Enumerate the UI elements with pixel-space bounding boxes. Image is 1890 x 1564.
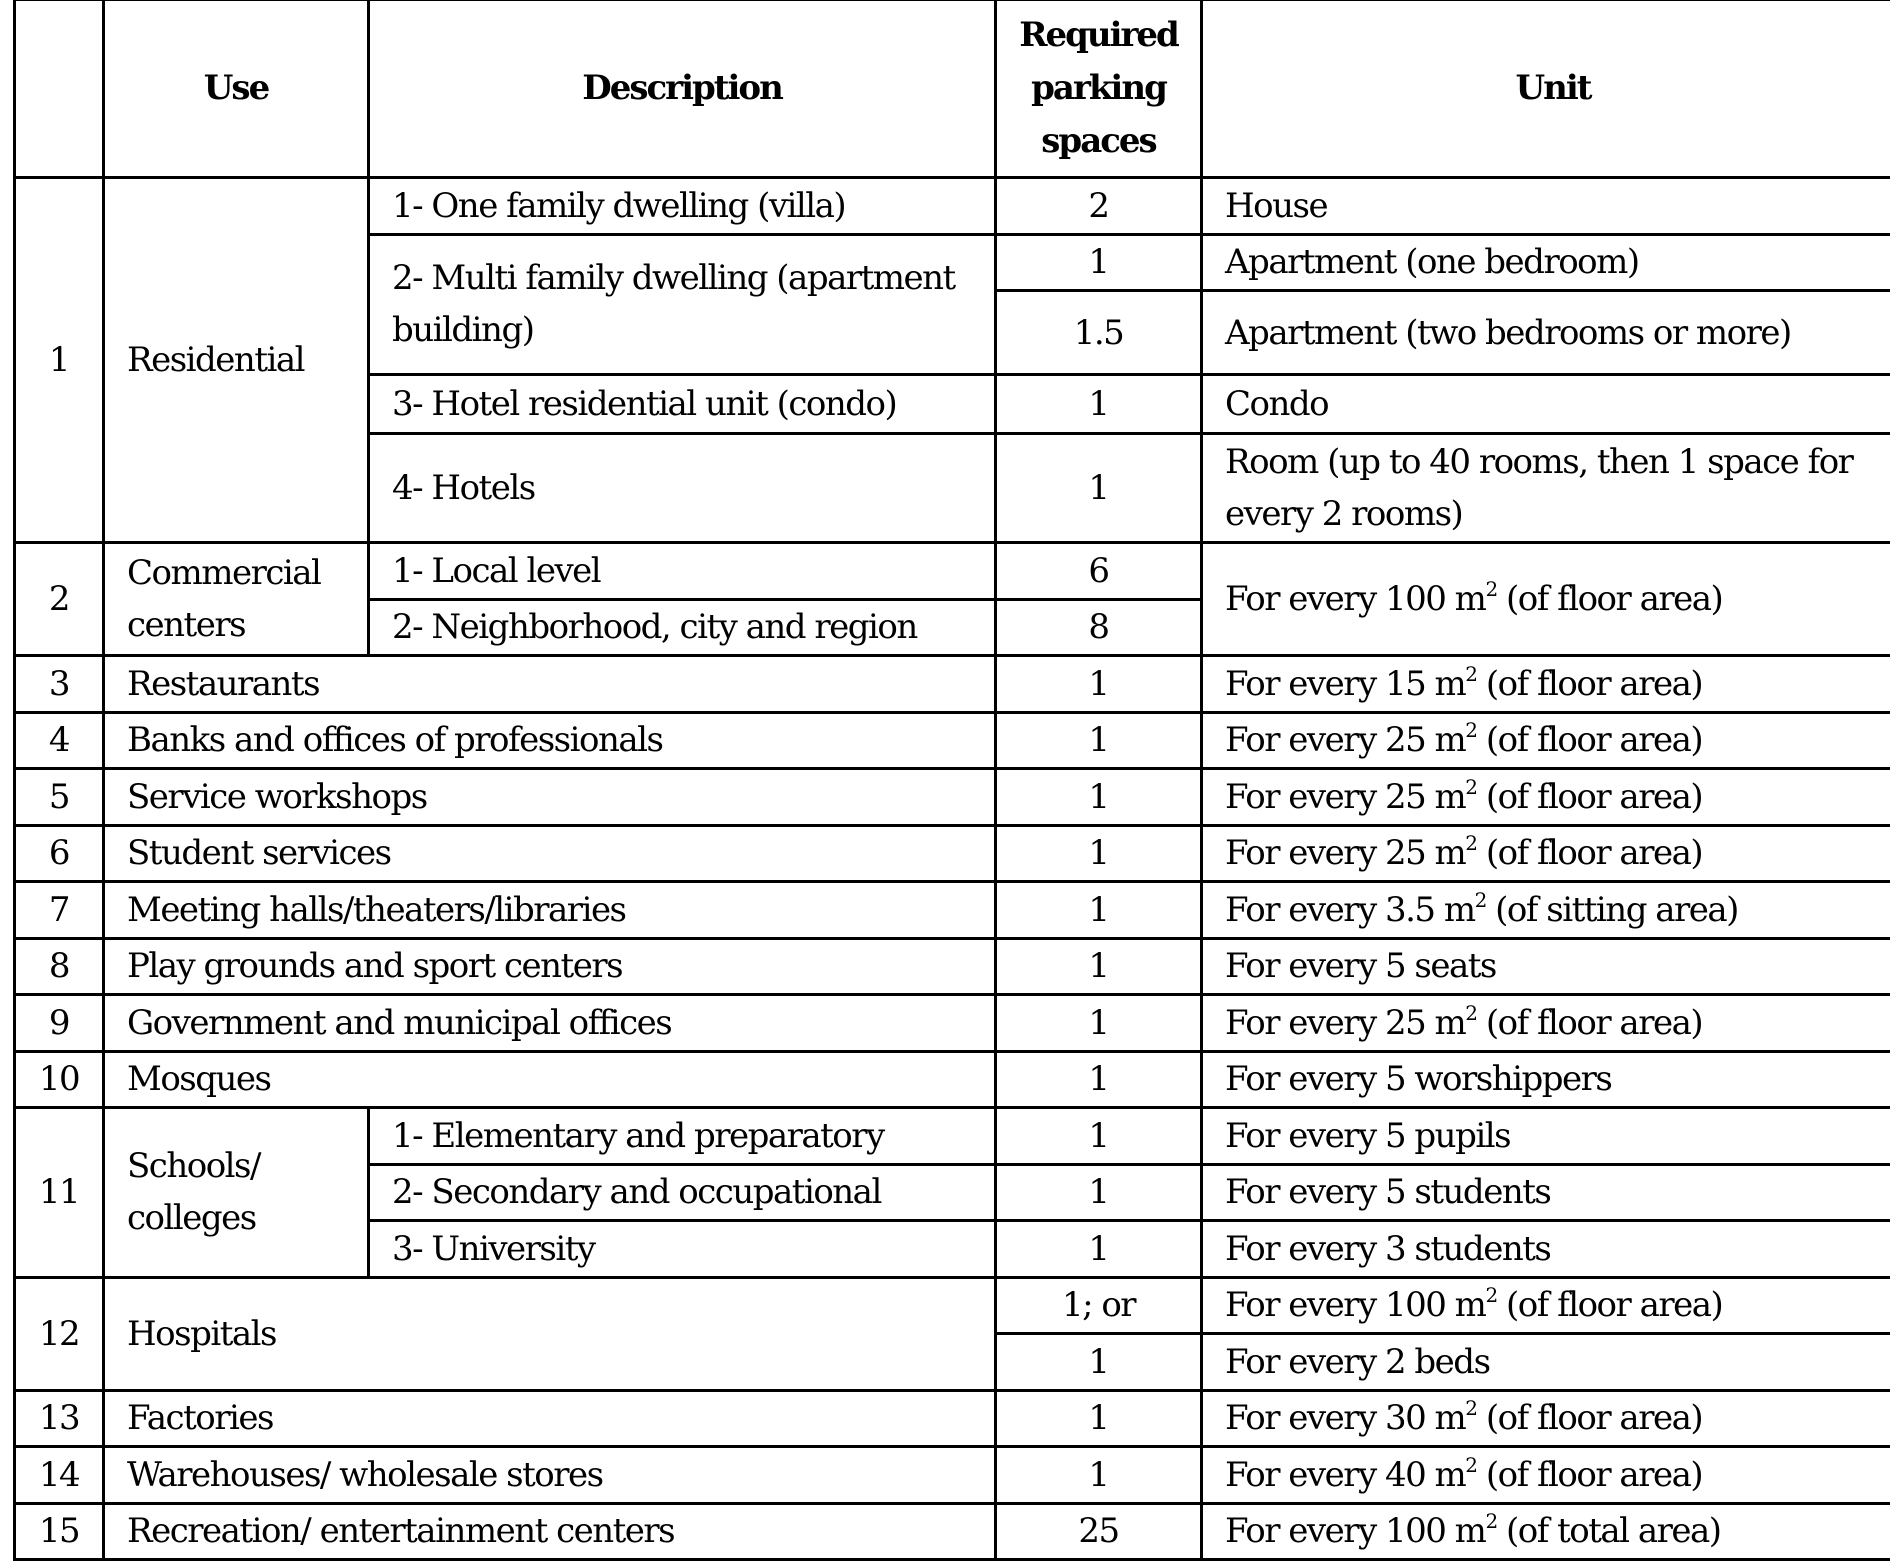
use-cell: Recreation/ entertainment centers [104,1503,996,1560]
row-number: 6 [15,825,104,882]
use-cell: Warehouses/ wholesale stores [104,1447,996,1504]
required-cell: 1 [996,882,1202,939]
table-row [15,1447,1890,1504]
unit-cell: For every 100 $m^2$ (of floor area) [1202,543,1890,656]
required-cell: 1 [996,1390,1202,1447]
use-cell: Schools/ colleges [104,1108,369,1278]
required-cell: 1 [996,1221,1202,1278]
use-cell: Student services [104,825,996,882]
required-cell: 1 [996,434,1202,543]
description-cell: 2- Neighborhood, city and region [369,599,996,656]
unit-cell: For every 5 worshippers [1202,1051,1890,1108]
table-row [15,769,1890,826]
unit-cell: For every 3 students [1202,1221,1890,1278]
table-row [15,543,1890,600]
required-cell: 1.5 [996,291,1202,375]
description-cell: 3- Hotel residential unit (condo) [369,375,996,434]
table-row [15,1051,1890,1108]
table-row [15,712,1890,769]
required-cell: 2 [996,178,1202,235]
header-use: Use [104,0,369,178]
table-row [15,825,1890,882]
required-cell: 8 [996,599,1202,656]
unit-cell: Condo [1202,375,1890,434]
required-cell: 1 [996,1164,1202,1221]
unit-cell: For every 25 $m^2$ (of floor area) [1202,825,1890,882]
unit-cell: Apartment (one bedroom) [1202,234,1890,291]
table-row [15,178,1890,235]
row-number: 3 [15,656,104,713]
required-cell: 1 [996,234,1202,291]
required-cell: 1 [996,1051,1202,1108]
row-number: 9 [15,995,104,1052]
unit-cell: For every 100 $m^2$ (of floor area) [1202,1277,1890,1334]
use-cell: Hospitals [104,1277,996,1390]
table-row [15,1390,1890,1447]
description-cell: 2- Secondary and occupational [369,1164,996,1221]
description-cell: 4- Hotels [369,434,996,543]
unit-cell: For every 3.5 $m^2$ (of sitting area) [1202,882,1890,939]
unit-cell: For every 30 $m^2$ (of floor area) [1202,1390,1890,1447]
description-cell: 1- Elementary and preparatory [369,1108,996,1165]
unit-cell: For every 2 beds [1202,1334,1890,1391]
row-number: 4 [15,712,104,769]
required-cell: 1 [996,1447,1202,1504]
unit-cell: House [1202,178,1890,235]
unit-cell: Apartment (two bedrooms or more) [1202,291,1890,375]
table-row [15,1277,1890,1334]
use-cell: Factories [104,1390,996,1447]
required-cell: 1; or [996,1277,1202,1334]
row-number: 11 [15,1108,104,1278]
description-cell: 1- Local level [369,543,996,600]
row-number: 2 [15,543,104,656]
unit-cell: For every 5 pupils [1202,1108,1890,1165]
use-cell: Service workshops [104,769,996,826]
header-number [15,0,104,178]
required-cell: 1 [996,995,1202,1052]
unit-cell: For every 25 $m^2$ (of floor area) [1202,995,1890,1052]
required-cell: 1 [996,825,1202,882]
use-cell: Restaurants [104,656,996,713]
description-cell: 3- University [369,1221,996,1278]
table-row [15,882,1890,939]
required-cell: 1 [996,656,1202,713]
row-number: 14 [15,1447,104,1504]
description-cell: 2- Multi family dwelling (apartment building) [369,234,996,375]
use-cell: Government and municipal offices [104,995,996,1052]
required-cell: 6 [996,543,1202,600]
required-cell: 1 [996,938,1202,995]
required-cell: 1 [996,1334,1202,1391]
row-number: 7 [15,882,104,939]
table-row [15,995,1890,1052]
row-number: 12 [15,1277,104,1390]
required-cell: 1 [996,1108,1202,1165]
header-row [15,0,1890,178]
row-number: 5 [15,769,104,826]
unit-cell: Room (up to 40 rooms, then 1 space for every 2 rooms) [1202,434,1890,543]
use-cell: Mosques [104,1051,996,1108]
use-cell: Residential [104,178,369,543]
row-number: 1 [15,178,104,543]
unit-cell: For every 40 $m^2$ (of floor area) [1202,1447,1890,1504]
unit-cell: For every 25 $m^2$ (of floor area) [1202,769,1890,826]
unit-cell: For every 5 students [1202,1164,1890,1221]
row-number: 13 [15,1390,104,1447]
unit-cell: For every 25 $m^2$ (of floor area) [1202,712,1890,769]
row-number: 15 [15,1503,104,1560]
header-unit: Unit [1202,0,1890,178]
unit-cell: For every 100 $m^2$ (of total area) [1202,1503,1890,1560]
table-row [15,938,1890,995]
header-description: Description [369,0,996,178]
required-cell: 1 [996,769,1202,826]
row-number: 8 [15,938,104,995]
required-cell: 25 [996,1503,1202,1560]
use-cell: Meeting halls/theaters/libraries [104,882,996,939]
use-cell: Banks and offices of professionals [104,712,996,769]
row-number: 10 [15,1051,104,1108]
table-row [15,1108,1890,1165]
use-cell: Play grounds and sport centers [104,938,996,995]
required-cell: 1 [996,712,1202,769]
parking-requirements-table [13,0,1890,1561]
unit-cell: For every 15 $m^2$ (of floor area) [1202,656,1890,713]
unit-cell: For every 5 seats [1202,938,1890,995]
table-row [15,656,1890,713]
use-cell: Commercial centers [104,543,369,656]
description-cell: 1- One family dwelling (villa) [369,178,996,235]
required-cell: 1 [996,375,1202,434]
table-row [15,1503,1890,1560]
header-required: Required parking spaces [996,0,1202,178]
